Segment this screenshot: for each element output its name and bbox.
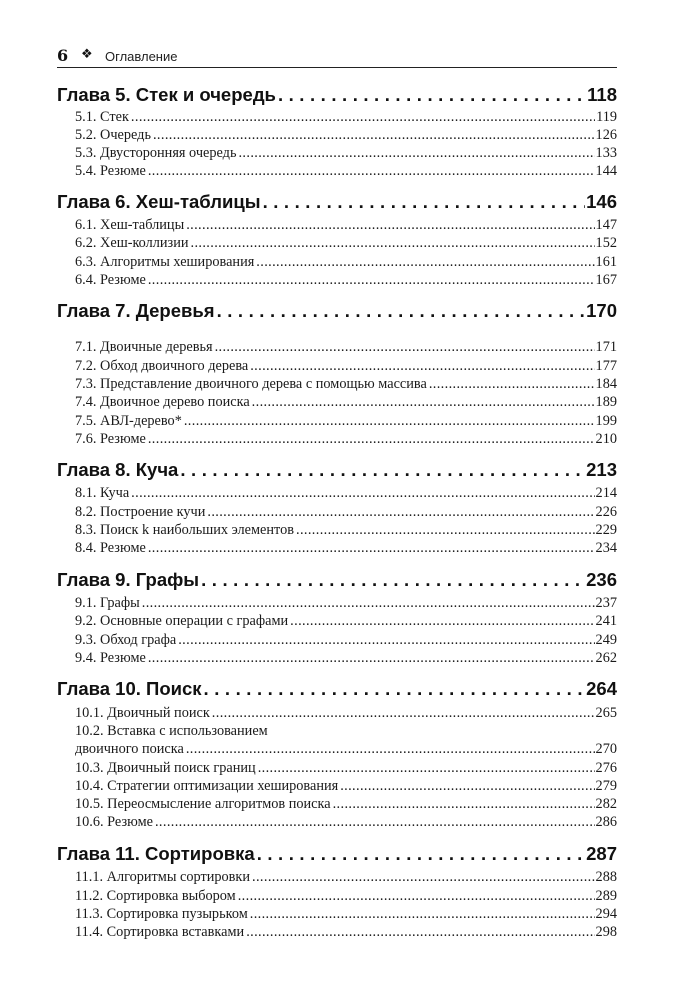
dot-leader	[258, 760, 595, 777]
section-page: 119	[596, 109, 617, 125]
toc-chapter-5[interactable]	[57, 84, 617, 108]
chapter-page: 118	[587, 84, 617, 105]
section-title: 8.2. Построение кучи	[75, 504, 206, 520]
section-page: 144	[595, 163, 617, 179]
toc-section[interactable]	[57, 358, 617, 376]
dot-leader	[180, 459, 585, 481]
section-title: 10.1. Двоичный поиск	[75, 705, 210, 721]
toc-section[interactable]	[57, 906, 617, 924]
dot-leader	[148, 650, 595, 667]
dot-leader	[215, 339, 595, 356]
section-title: 5.2. Очередь	[75, 127, 151, 143]
toc-section[interactable]	[57, 796, 617, 814]
header-rule	[57, 67, 617, 68]
dot-leader	[178, 632, 594, 649]
page-number: 6	[57, 46, 69, 65]
dot-leader	[184, 413, 595, 430]
toc-section[interactable]	[57, 394, 617, 412]
chapter-page: 146	[586, 191, 617, 212]
toc-chapter-8[interactable]	[57, 459, 617, 483]
chapter-title: Глава 9. Графы	[57, 569, 200, 590]
section-title: 7.5. АВЛ-дерево*	[75, 413, 182, 429]
section-title: 10.6. Резюме	[75, 814, 153, 830]
dot-leader	[296, 522, 595, 539]
toc-section[interactable]	[57, 485, 617, 503]
toc-section[interactable]	[57, 778, 617, 796]
chapter-page: 213	[586, 459, 617, 480]
section-page: 199	[595, 413, 617, 429]
dot-leader	[252, 869, 595, 886]
dot-leader	[201, 569, 585, 591]
section-title: 11.1. Алгоритмы сортировки	[75, 869, 251, 885]
toc-section[interactable]	[57, 145, 617, 163]
section-page: 289	[595, 888, 617, 904]
dot-leader	[257, 843, 585, 865]
section-title: 9.1. Графы	[75, 595, 140, 611]
toc-section[interactable]	[57, 522, 617, 540]
section-page: 177	[595, 358, 617, 374]
chapter-page: 170	[586, 300, 617, 321]
toc-section[interactable]	[57, 504, 617, 522]
section-page: 279	[595, 778, 617, 794]
section-title: 11.4. Сортировка вставками	[75, 924, 245, 940]
dot-leader	[429, 376, 595, 393]
dot-leader	[155, 814, 595, 831]
dot-leader	[148, 272, 595, 289]
chapter-title: Глава 7. Деревья	[57, 300, 215, 321]
dot-leader	[142, 595, 595, 612]
toc-chapter-10[interactable]	[57, 678, 617, 702]
chapter-page: 264	[586, 678, 617, 699]
section-page: 184	[595, 376, 617, 392]
dot-leader	[204, 678, 586, 700]
dot-leader	[238, 145, 594, 162]
section-page: 161	[595, 254, 617, 270]
section-page: 262	[595, 650, 617, 666]
chapter-page: 287	[586, 843, 617, 864]
section-page: 147	[595, 217, 617, 233]
section-page: 270	[595, 741, 617, 757]
toc-section[interactable]	[57, 217, 617, 235]
section-title: 7.1. Двоичные деревья	[75, 339, 213, 355]
section-title: 6.2. Хеш-коллизии	[75, 235, 189, 251]
dot-leader	[263, 191, 586, 213]
section-page: 214	[595, 485, 617, 501]
toc-section[interactable]	[57, 888, 617, 906]
dot-leader	[186, 217, 594, 234]
dot-leader	[340, 778, 594, 795]
dot-leader	[246, 924, 594, 941]
toc-chapter-6[interactable]	[57, 191, 617, 215]
chapter-title: Глава 10. Поиск	[57, 678, 202, 699]
section-title-line1[interactable]: 10.2. Вставка с использованием	[75, 723, 268, 739]
section-page: 237	[595, 595, 617, 611]
dot-leader	[131, 485, 594, 502]
toc-chapter-7[interactable]	[57, 300, 617, 324]
dot-leader	[148, 540, 595, 557]
dot-leader	[333, 796, 595, 813]
chapter-title: Глава 6. Хеш-таблицы	[57, 191, 261, 212]
section-page: 282	[595, 796, 617, 812]
section-title: 7.3. Представление двоичного дерева с помощью массива	[75, 376, 427, 392]
toc-section[interactable]	[57, 235, 617, 253]
toc-section[interactable]	[57, 632, 617, 650]
section-title: 5.3. Двусторонняя очередь	[75, 145, 237, 161]
dot-leader	[212, 705, 595, 722]
section-title: 11.3. Сортировка пузырьком	[75, 906, 248, 922]
section-page: 189	[595, 394, 617, 410]
chapter-title: Глава 11. Сортировка	[57, 843, 255, 864]
dot-leader	[238, 888, 595, 905]
section-page: 294	[595, 906, 617, 922]
toc-section[interactable]	[57, 814, 617, 832]
section-page: 241	[595, 613, 617, 629]
toc-section[interactable]	[57, 376, 617, 394]
toc-section[interactable]	[57, 272, 617, 290]
section-page: 152	[595, 235, 617, 251]
section-title-continued: двоичного поиска	[75, 741, 184, 757]
dot-leader	[186, 741, 595, 758]
dot-leader	[207, 504, 594, 521]
section-page: 171	[595, 339, 617, 355]
toc-section[interactable]	[57, 741, 617, 759]
section-title: 5.4. Резюме	[75, 163, 146, 179]
running-title: Оглавление	[105, 49, 178, 64]
toc-chapter-11[interactable]	[57, 843, 617, 867]
toc-section[interactable]	[57, 869, 617, 887]
section-title: 6.3. Алгоритмы хеширования	[75, 254, 255, 270]
toc-section[interactable]	[57, 254, 617, 272]
section-title: 7.6. Резюме	[75, 431, 146, 447]
dot-leader	[217, 300, 586, 322]
section-title: 10.5. Переосмысление алгоритмов поиска	[75, 796, 331, 812]
section-title: 9.3. Обход графа	[75, 632, 177, 648]
section-page: 229	[595, 522, 617, 538]
dot-leader	[148, 431, 595, 448]
running-header	[57, 46, 617, 66]
section-title: 10.4. Стратегии оптимизации хеширования	[75, 778, 339, 794]
toc-chapter-9[interactable]	[57, 569, 617, 593]
dot-leader	[252, 394, 595, 411]
chapter-title: Глава 8. Куча	[57, 459, 179, 480]
section-page: 276	[595, 760, 617, 776]
chapter-title: Глава 5. Стек и очередь	[57, 84, 276, 105]
dot-leader	[131, 109, 595, 126]
section-title: 11.2. Сортировка выбором	[75, 888, 236, 904]
section-title: 10.3. Двоичный поиск границ	[75, 760, 256, 776]
section-title: 8.1. Куча	[75, 485, 130, 501]
section-page: 298	[595, 924, 617, 940]
dot-leader	[153, 127, 595, 144]
section-title: 6.1. Хеш-таблицы	[75, 217, 185, 233]
section-page: 167	[595, 272, 617, 288]
toc-section[interactable]	[57, 760, 617, 778]
chapter-page: 236	[586, 569, 617, 590]
dot-leader	[290, 613, 594, 630]
section-page: 226	[595, 504, 617, 520]
toc-section[interactable]	[57, 613, 617, 631]
section-page: 249	[595, 632, 617, 648]
toc-section[interactable]	[57, 339, 617, 357]
toc-section[interactable]	[57, 431, 617, 449]
dot-leader	[278, 84, 586, 106]
toc-section[interactable]	[57, 413, 617, 431]
dot-leader	[256, 254, 594, 271]
section-page: 286	[595, 814, 617, 830]
toc-section[interactable]	[57, 705, 617, 723]
section-page: 210	[595, 431, 617, 447]
section-page: 288	[595, 869, 617, 885]
toc-section[interactable]	[57, 163, 617, 181]
toc-section[interactable]	[57, 595, 617, 613]
dot-leader	[250, 358, 594, 375]
section-title: 8.3. Поиск k наибольших элементов	[75, 522, 295, 538]
section-title: 6.4. Резюме	[75, 272, 146, 288]
dot-leader	[148, 163, 595, 180]
section-title: 8.4. Резюме	[75, 540, 146, 556]
toc-section[interactable]	[57, 650, 617, 668]
toc-section[interactable]	[57, 127, 617, 145]
dot-leader	[250, 906, 595, 923]
toc-section[interactable]	[57, 924, 617, 942]
toc-section[interactable]	[57, 109, 617, 127]
section-page: 133	[595, 145, 617, 161]
section-page: 126	[595, 127, 617, 143]
section-title: 9.4. Резюме	[75, 650, 146, 666]
toc-section[interactable]	[57, 540, 617, 558]
ornament-icon: ❖	[81, 47, 93, 62]
section-page: 265	[595, 705, 617, 721]
section-page: 234	[595, 540, 617, 556]
section-title: 5.1. Стек	[75, 109, 129, 125]
section-title: 7.2. Обход двоичного дерева	[75, 358, 249, 374]
section-title: 9.2. Основные операции с графами	[75, 613, 289, 629]
dot-leader	[191, 235, 595, 252]
section-title: 7.4. Двоичное дерево поиска	[75, 394, 250, 410]
